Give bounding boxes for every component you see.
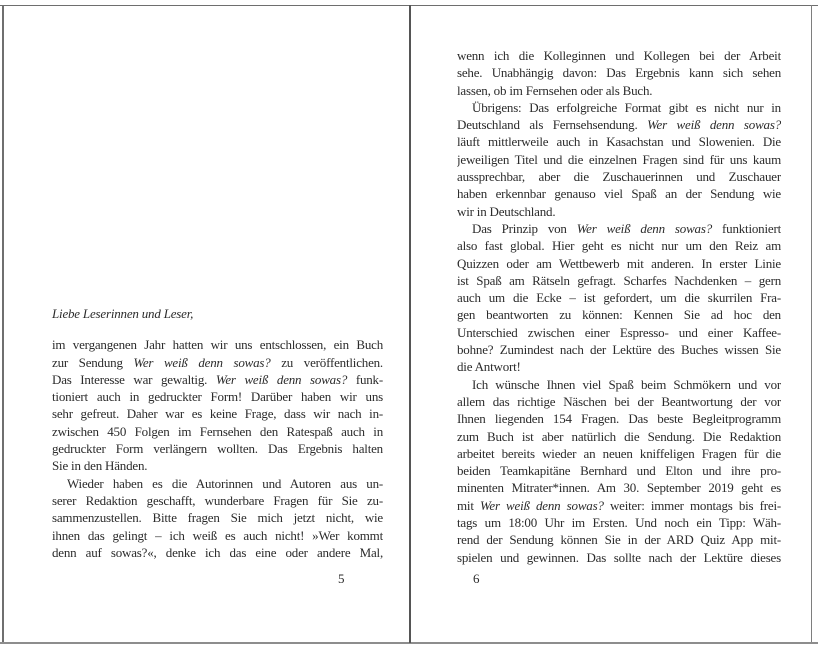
text-line (457, 151, 781, 168)
text-line (52, 405, 383, 422)
text-line (457, 272, 781, 289)
text-line (52, 457, 383, 474)
italic-text-segment: Wer weiß denn sowas? (576, 220, 712, 236)
text-segment: tioniert auch in gedruckter Form! Darüber haben wir uns (52, 389, 383, 405)
text-segment: serer Redaktion geschafft, wunderbare Fragen für Sie zu- (52, 492, 383, 508)
text-line (457, 549, 781, 566)
text-segment: Ihnen liegenden 154 Fragen. Das beste Begleitprogramm (457, 411, 781, 427)
text-line (52, 336, 383, 353)
text-line (52, 527, 383, 544)
salutation-heading: Liebe Leserinnen und Leser, (52, 306, 194, 321)
text-line (52, 509, 383, 526)
text-line (457, 497, 781, 514)
text-segment: aussprechbar, aber die Zuschauerinnen und Zuschauer (457, 169, 781, 185)
text-line (457, 428, 781, 445)
text-line (52, 475, 383, 492)
text-segment: zwischen 450 Folgen im Fernsehen den Ratespaß auch in (52, 423, 383, 439)
text-line (457, 410, 781, 427)
text-segment: allem das richtige Näschen bei der Beantwortung der vor (457, 393, 781, 409)
text-segment: zu veröffentlichen. (270, 354, 383, 370)
text-segment: läuft mittlerweile auch in Kasachstan und Slowenien. Die (457, 134, 781, 150)
text-line (457, 237, 781, 254)
text-line (457, 185, 781, 202)
text-line (457, 99, 781, 116)
text-segment: lassen, ob im Fernsehen oder als Buch. (457, 82, 653, 98)
text-segment: ihnen das gelingt – ich weiß es auch nicht! »Wer kommt (52, 527, 383, 543)
text-line (52, 354, 383, 371)
text-line (457, 133, 781, 150)
right-text-column (457, 47, 781, 566)
text-segment: Wieder haben es die Autorinnen und Autoren aus un- (67, 475, 383, 491)
text-segment: Das Prinzip von (472, 220, 577, 236)
text-line (457, 168, 781, 185)
text-line (457, 64, 781, 81)
text-segment: Quizzen oder am Wettbewerb mit anderen. In erster Linie (457, 255, 781, 271)
text-segment: funktioniert (712, 220, 781, 236)
text-line (52, 492, 383, 509)
text-segment: rend der Sendung können Sie in der ARD Quiz App mit- (457, 532, 781, 548)
left-page-body-lines (52, 336, 383, 561)
text-line (52, 423, 383, 440)
text-segment: sehe. Unabhängig davon: Das Ergebnis kann sich sehen (457, 65, 781, 81)
text-segment: denn auf sowas?«, denke ich das eine oder andere Mal, (52, 544, 383, 560)
text-segment: mit (457, 497, 480, 513)
right-page-body-lines (457, 47, 781, 566)
text-segment: zum Buch ist aber natürlich die Sendung. Die Redaktion (457, 428, 781, 444)
scan-edge-line-left (2, 5, 4, 644)
text-line (457, 82, 781, 99)
text-segment: Übrigens: Das erfolgreiche Format gibt es nicht nur in (472, 99, 781, 115)
text-segment: im vergangenen Jahr hatten wir uns entschlossen, ein Buch (52, 337, 383, 353)
text-line (457, 116, 781, 133)
text-line (457, 203, 781, 220)
text-line (457, 358, 781, 375)
text-segment: jeweiligen Titel und die einzelnen Fragen sind für uns kaum (457, 151, 781, 167)
text-segment: die Antwort! (457, 359, 521, 375)
text-line (457, 514, 781, 531)
text-segment: haben erkennbar genauso viel Spaß an der Sendung wie (457, 186, 781, 202)
italic-text-segment: Wer weiß denn sowas? (479, 497, 604, 513)
text-segment: gedruckter Form verlängern wollten. Das Ergebnis halten (52, 441, 383, 457)
text-segment: also fast global. Hier geht es nicht nur um den Reiz am (457, 238, 781, 254)
scan-edge-line-right (811, 5, 812, 644)
italic-text-segment: Wer weiß denn sowas? (133, 354, 271, 370)
text-segment: wenn ich die Kolleginnen und Kollegen bei der Arbeit (457, 48, 781, 63)
left-text-column (52, 305, 383, 561)
text-line (457, 462, 781, 479)
text-segment: arbeitet bereits wieder an neuen kniffeligen Fragen für die (457, 445, 781, 461)
text-line (52, 544, 383, 561)
text-segment: bohne? Zumindest nach der Lektüre des Buches wissen Sie (457, 342, 781, 358)
text-segment: tags um 18:00 Uhr im Ersten. Und noch ein Tipp: Wäh- (457, 515, 781, 531)
text-segment: gen beantworten zu können: Kennen Sie ad hoc den (457, 307, 781, 323)
text-line (457, 220, 781, 237)
text-line (52, 371, 383, 388)
text-line (457, 306, 781, 323)
text-segment: Sie in den Händen. (52, 458, 148, 474)
italic-text-segment: Wer weiß denn sowas? (647, 117, 781, 133)
text-line (457, 531, 781, 548)
text-line (52, 388, 383, 405)
text-line (457, 393, 781, 410)
text-line (457, 341, 781, 358)
italic-text-segment: Wer weiß denn sowas? (215, 371, 348, 387)
text-line (457, 479, 781, 496)
text-segment: wir in Deutschland. (457, 203, 556, 219)
text-line (457, 255, 781, 272)
text-segment: weiter: immer montags bis frei- (603, 497, 781, 513)
text-segment: auch um die Ecke – ist gefordert, um die skurrilen Fra- (457, 290, 781, 306)
page-gutter-divider (409, 5, 411, 643)
text-segment: Das Interesse war gewaltig. (52, 371, 216, 387)
text-segment: Deutschland als Fernsehsendung. (457, 117, 648, 133)
text-line (457, 324, 781, 341)
text-segment: Unterschied zwischen einer Espresso- und einer Kaffee- (457, 324, 781, 340)
page-number-right: 6 (473, 571, 480, 586)
text-segment: sammenzustellen. Bitte fragen Sie mich jetzt nicht, wie (52, 510, 383, 526)
text-line (457, 445, 781, 462)
text-line (457, 47, 781, 64)
text-segment: funk- (347, 371, 383, 387)
text-segment: minenten Mitrater*innen. Am 30. September 2019 geht es (457, 480, 781, 496)
text-segment: zur Sendung (52, 354, 134, 370)
text-line (457, 289, 781, 306)
text-segment: spielen und gewinnen. Das sollte nach der Lektüre dieses (457, 549, 781, 565)
text-line (457, 376, 781, 393)
text-segment: beiden Teamkapitäne Bernhard und Elton und ihre pro- (457, 463, 781, 479)
page-number-left: 5 (338, 571, 345, 586)
text-segment: Ich wünsche Ihnen viel Spaß beim Schmökern und vor (472, 376, 781, 392)
text-segment: sehr gefreut. Daher war es keine Frage, dass wir nach in- (52, 406, 383, 422)
text-line (52, 440, 383, 457)
text-segment: ist Spaß am Rätseln gefragt. Scharfes Nachdenken – gern (457, 272, 781, 288)
